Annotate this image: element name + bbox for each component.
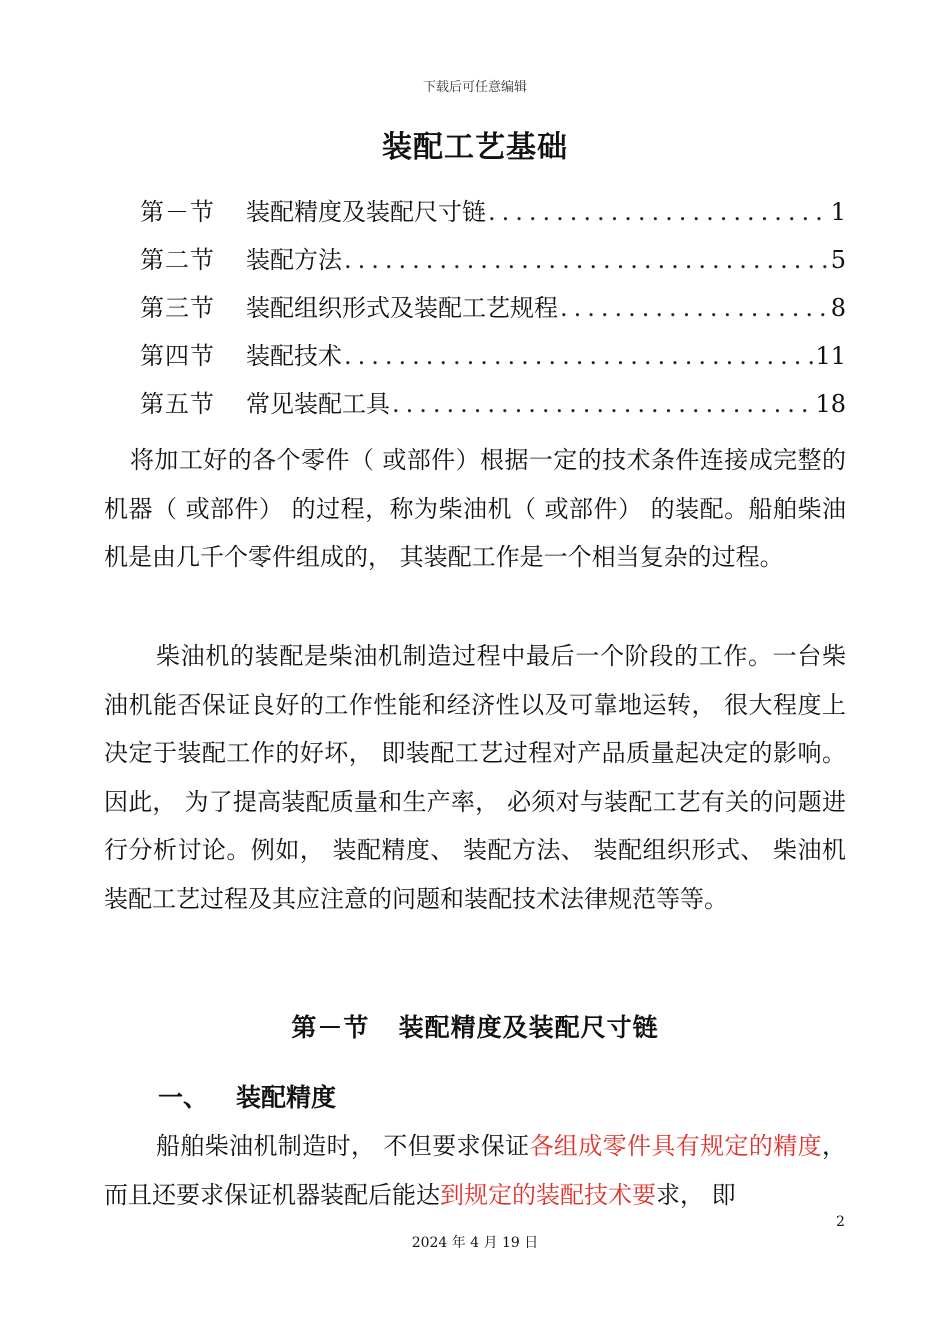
text-run: 船舶柴油机制造时， 不但要求保证 (156, 1132, 530, 1160)
toc-section-number: 第二节 (140, 246, 215, 274)
toc-section-number: 第－节 (140, 198, 215, 226)
section-heading (0, 1008, 950, 1044)
precision-paragraph (104, 1122, 846, 1219)
toc-section-number: 第五节 (140, 390, 215, 418)
toc-section-title: 装配组织形式及装配工艺规程 (246, 294, 558, 322)
footer-date: 2024 年 4 月 19 日 (411, 1235, 539, 1251)
highlighted-text: 各组成零件具有规定的精度 (529, 1132, 823, 1160)
toc-entry[interactable] (140, 240, 846, 288)
toc-entry[interactable] (140, 288, 846, 336)
section-heading-number: 第－节 (291, 1013, 370, 1042)
toc-section-title: 装配方法 (246, 246, 342, 274)
toc-leader-dots (344, 342, 813, 370)
subsection-heading (158, 1078, 336, 1114)
section-heading-title: 装配精度及装配尺寸链 (398, 1013, 659, 1042)
toc-entry[interactable] (140, 192, 846, 240)
toc-section-title: 装配技术 (246, 342, 342, 370)
subsection-title: 装配精度 (236, 1083, 337, 1112)
toc-section-title: 常见装配工具 (246, 390, 390, 418)
toc-entry[interactable] (140, 384, 846, 432)
toc-page-number: 18 (815, 390, 846, 418)
toc-section-number: 第四节 (140, 342, 215, 370)
toc-leader-dots (488, 198, 829, 226)
text-run: ， 而且还要求保证机器装配后能达 (104, 1132, 847, 1209)
table-of-contents (140, 192, 846, 432)
highlighted-text: 到规定的装配技术要 (440, 1180, 656, 1209)
document-title: 装配工艺基础 (382, 130, 568, 165)
toc-leader-dots (560, 294, 829, 322)
subsection-number: 一、 (158, 1083, 209, 1112)
toc-section-number: 第三节 (140, 294, 215, 322)
intro-paragraph: 将加工好的各个零件（ 或部件）根据一定的技术条件连接成完整的机器（ 或部件） 的过程，称为柴油机（ 或部件） 的装配。船舶柴油机是由几千个零件组成的， 其装配工作是一个相当复杂的过程。 (104, 446, 846, 571)
text-run: 求， 即 (656, 1180, 736, 1209)
toc-page-number: 8 (830, 294, 846, 322)
page-number: 2 (836, 1214, 845, 1230)
toc-entry[interactable] (140, 336, 846, 384)
toc-page-number: 5 (830, 246, 846, 274)
page-header: 下载后可任意编辑 (422, 80, 527, 95)
toc-section-title: 装配精度及装配尺寸链 (246, 198, 486, 226)
toc-leader-dots (344, 246, 829, 274)
toc-page-number: 11 (815, 342, 846, 370)
body-paragraph: 柴油机的装配是柴油机制造过程中最后一个阶段的工作。一台柴油机能否保证良好的工作性能和经济性以及可靠地运转， 很大程度上决定于装配工作的好坏， 即装配工艺过程对产品质量起决定的影响。因此， 为了提高装配质量和生产率， 必须对与装配工艺有关的问题进行分析讨论。例如， 装配精度、 装配方法、 装配组织形式、 柴油机装配工艺过程及其应注意的问题和装配技术法律规范等等。 (104, 642, 846, 913)
toc-page-number: 1 (830, 198, 846, 226)
toc-leader-dots (392, 390, 813, 418)
